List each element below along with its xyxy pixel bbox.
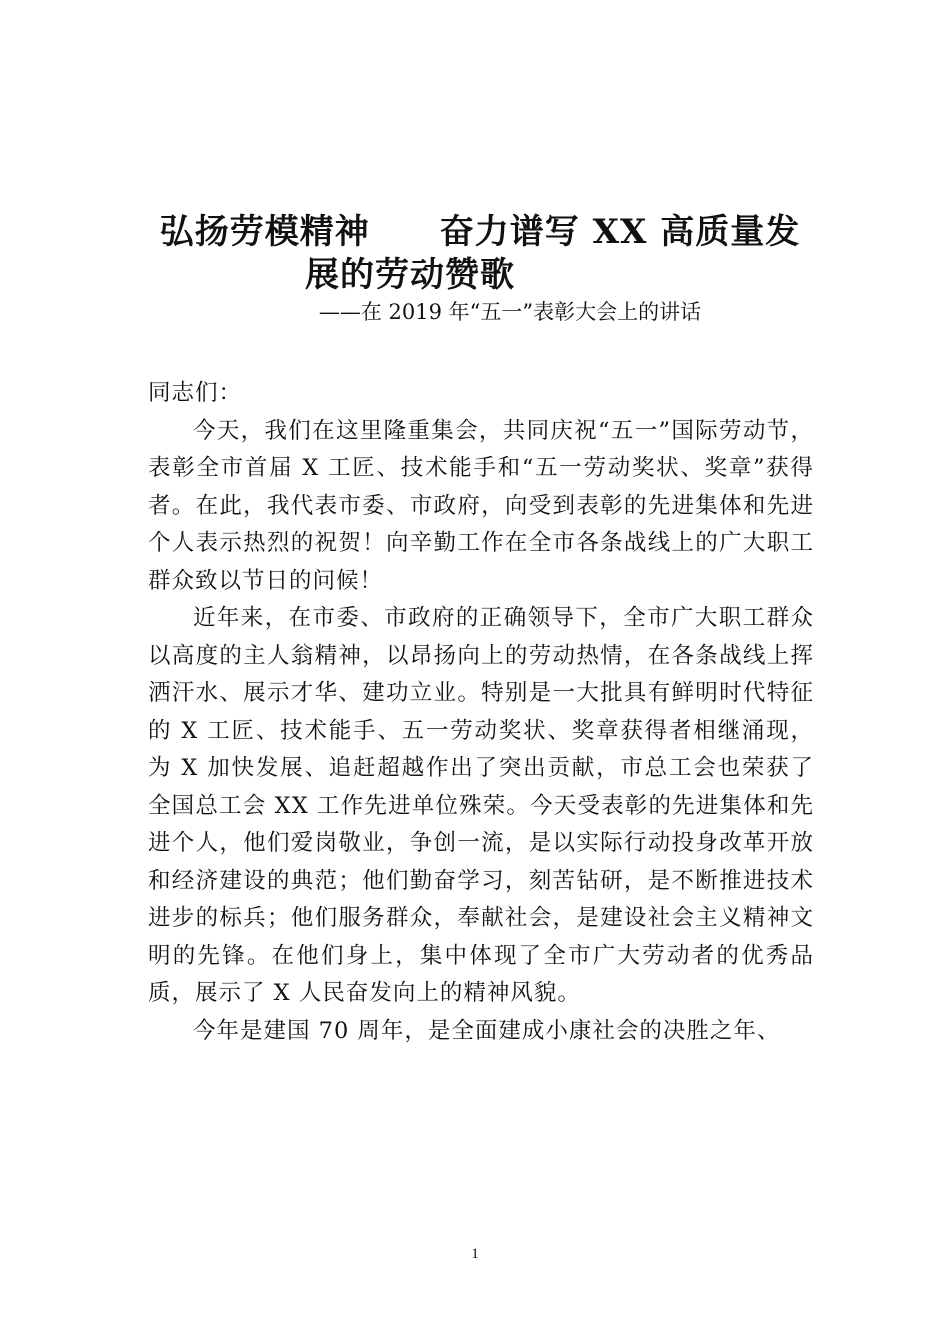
document-title-line-2: 展的劳动赞歌	[305, 255, 515, 295]
page-number: 1	[471, 1246, 479, 1262]
document-subtitle: ——在 2019 年“五一”表彰大会上的讲话	[318, 300, 702, 324]
document-title-line-1: 弘扬劳模精神 奋力谱写 XX 高质量发	[159, 212, 801, 252]
paragraph-3: 今年是建国 70 周年，是全面建成小康社会的决胜之年、	[193, 1017, 781, 1044]
paragraph-2: 近年来，在市委、市政府的正确领导下，全市广大职工群众以高度的主人翁精神，以昂扬向上的劳动热情，在各条战线上挥洒汗水、展示才华、建功立业。特别是一大批具有鲜明时代特征的 X 工匠、技术能手、五一劳动奖状、奖章获得者相继涌现，为 X 加快发展、追赶超越作出了突出贡献，市总工会也荣获了全国总工会 XX 工作先进单位殊荣。今天受表彰的先进集体和先进个人，他们爱岗敬业，争创一流，是以实际行动投身改革开放和经济建设的典范；他们勤奋学习，刻苦钻研，是不断推进技术进步的标兵；他们服务群众，奉献社会，是建设社会主义精神文明的先锋。在他们身上，集中体现了全市广大劳动者的优秀品质，展示了 X 人民奋发向上的精神风貌。	[148, 605, 814, 1006]
document-body	[148, 375, 814, 1050]
paragraph-1: 今天，我们在这里隆重集会，共同庆祝“五一”国际劳动节，表彰全市首届 X 工匠、技术能手和“五一劳动奖状、奖章”获得者。在此，我代表市委、市政府，向受到表彰的先进集体和先进个人表示热烈的祝贺！向辛勤工作在全市各条战线上的广大职工群众致以节日的问候！	[148, 417, 814, 594]
salutation: 同志们：	[148, 380, 243, 406]
